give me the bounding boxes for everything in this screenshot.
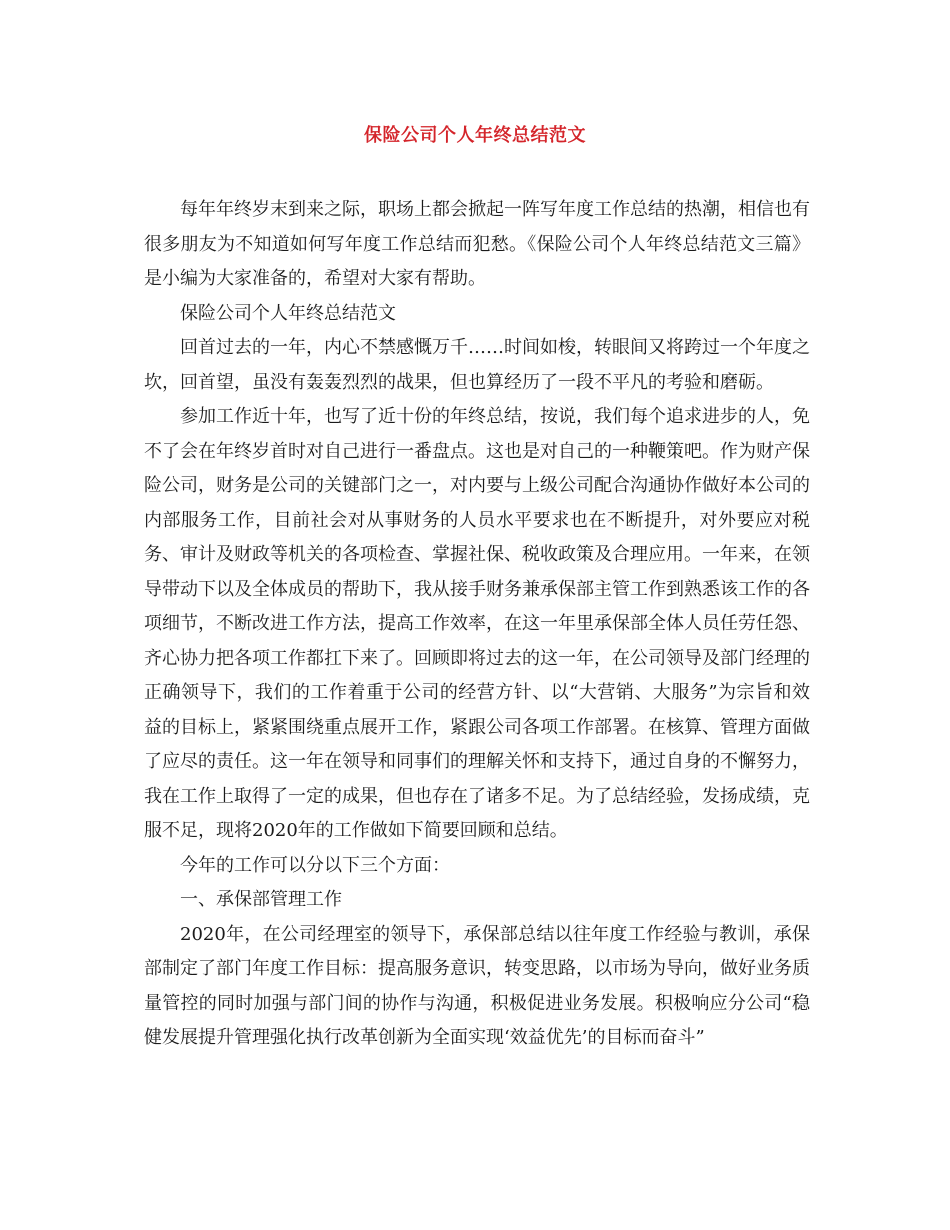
- paragraph-main: 参加工作近十年，也写了近十份的年终总结，按说，我们每个追求进步的人，免不了会在年终岁首时对自己进行一番盘点。这也是对自己的一种鞭策吧。作为财产保险公司，财务是公司的关键部门之一，对内要与上级公司配合沟通协作做好本公司的内部服务工作，目前社会对从事财务的人员水平要求也在不断提升，对外要应对税务、审计及财政等机关的各项检查、掌握社保、税收政策及合理应用。一年来，在领导带动下以及全体成员的帮助下，我从接手财务兼承保部主管工作到熟悉该工作的各项细节，不断改进工作方法，提高工作效率，在这一年里承保部全体人员任劳任怨、齐心协力把各项工作都扛下来了。回顾即将过去的这一年，在公司领导及部门经理的正确领导下，我们的工作着重于公司的经营方针、以“大营销、大服务”为宗旨和效益的目标上，紧紧围绕重点展开工作，紧跟公司各项工作部署。在核算、管理方面做了应尽的责任。这一年在领导和同事们的理解关怀和支持下，通过自身的不懈努力，我在工作上取得了一定的成果，但也存在了诸多不足。为了总结经验，发扬成绩，克服不足，现将2020年的工作做如下简要回顾和总结。: [144, 406, 810, 841]
- document-body: [144, 193, 810, 1056]
- paragraph-intro: 每年年终岁末到来之际，职场上都会掀起一阵写年度工作总结的热潮，相信也有很多朋友为不知道如何写年度工作总结而犯愁。《保险公司个人年终总结范文三篇》是小编为大家准备的，希望对大家有帮助。: [144, 199, 810, 289]
- paragraph-review: 回首过去的一年，内心不禁感慨万千……时间如梭，转眼间又将跨过一个年度之坎，回首望，虽没有轰轰烈烈的战果，但也算经历了一段不平凡的考验和磨砺。: [144, 337, 810, 393]
- paragraph-underwriting: 2020年，在公司经理室的领导下，承保部总结以往年度工作经验与教训，承保部制定了部门年度工作目标：提高服务意识，转变思路，以市场为导向，做好业务质量管控的同时加强与部门间的协作与沟通，积极促进业务发展。积极响应分公司“稳健发展提升管理强化执行改革创新为全面实现‘效益优先’的目标而奋斗”: [144, 923, 810, 1048]
- paragraph-subtitle: 保险公司个人年终总结范文: [180, 302, 396, 324]
- section-heading-underwriting: 一、承保部管理工作: [180, 889, 342, 910]
- paragraph-aspects: 今年的工作可以分以下三个方面：: [180, 854, 450, 876]
- document-title: 保险公司个人年终总结范文: [364, 125, 586, 146]
